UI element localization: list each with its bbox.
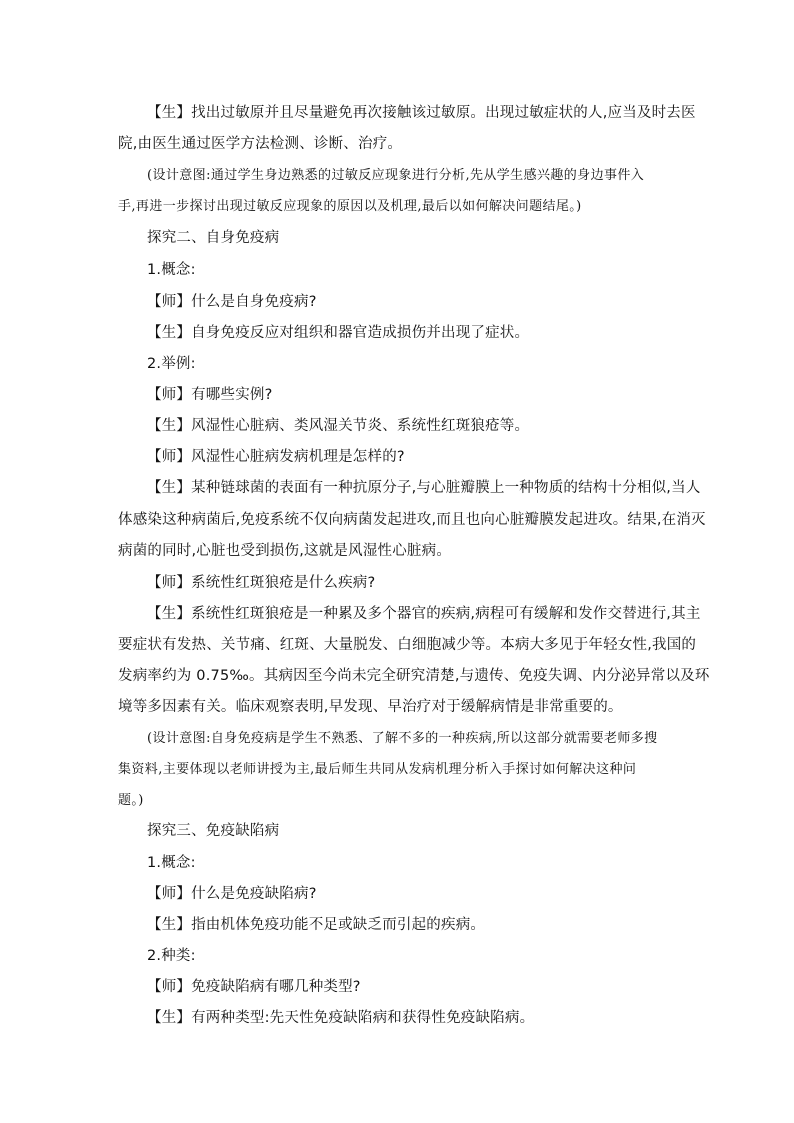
section-heading: 探究二、自身免疫病 bbox=[147, 230, 280, 246]
subheading: 2.举例: bbox=[147, 356, 196, 372]
subheading: 1.概念: bbox=[147, 855, 196, 871]
teacher-line: 【师】风湿性心脏病发病机理是怎样的? bbox=[147, 449, 405, 465]
design-note-line: 手,再进一步探讨出现过敏反应现象的原因以及机理,最后以如何解决问题结尾。) bbox=[118, 199, 582, 214]
section-heading: 探究三、免疫缺陷病 bbox=[147, 823, 280, 839]
teacher-line: 【师】系统性红斑狼疮是什么疾病? bbox=[147, 575, 376, 591]
paragraph-line: 【生】找出过敏原并且尽量避免再次接触该过敏原。出现过敏症状的人,应当及时去医 bbox=[147, 105, 696, 121]
teacher-line: 【师】有哪些实例? bbox=[147, 387, 273, 403]
teacher-line: 【师】什么是自身免疫病? bbox=[147, 294, 317, 310]
teacher-line: 【师】免疫缺陷病有哪几种类型? bbox=[147, 979, 361, 995]
design-note-line: (设计意图:通过学生身边熟悉的过敏反应现象进行分析,先从学生感兴趣的身边事件入 bbox=[147, 168, 645, 183]
student-line: 发病率约为 0.75‰。其病因至今尚未完全研究清楚,与遗传、免疫失调、内分泌异常以及环 bbox=[118, 668, 710, 684]
design-note-line: 集资料,主要体现以老师讲授为主,最后师生共同从发病机理分析入手探讨如何解决这种问 bbox=[118, 762, 637, 777]
design-note-line: (设计意图:自身免疫病是学生不熟悉、了解不多的一种疾病,所以这部分就需要老师多搜 bbox=[147, 731, 658, 746]
student-line: 【生】指由机体免疫功能不足或缺乏而引起的疾病。 bbox=[147, 917, 486, 933]
student-line: 【生】系统性红斑狼疮是一种累及多个器官的疾病,病程可有缓解和发作交替进行,其主 bbox=[147, 606, 701, 622]
student-line: 【生】风湿性心脏病、类风湿关节炎、系统性红斑狼疮等。 bbox=[147, 418, 530, 434]
subheading: 2.种类: bbox=[147, 948, 196, 964]
student-line: 【生】某种链球菌的表面有一种抗原分子,与心脏瓣膜上一种物质的结构十分相似,当人 bbox=[147, 480, 701, 496]
student-line: 病菌的同时,心脏也受到损伤,这就是风湿性心脏病。 bbox=[118, 543, 452, 559]
paragraph-line: 院,由医生通过医学方法检测、诊断、治疗。 bbox=[118, 136, 403, 152]
teacher-line: 【师】什么是免疫缺陷病? bbox=[147, 886, 317, 902]
subheading: 1.概念: bbox=[147, 262, 196, 278]
student-line: 体感染这种病菌后,免疫系统不仅向病菌发起进攻,而且也向心脏瓣膜发起进攻。结果,在消灭 bbox=[118, 512, 706, 528]
design-note-line: 题。) bbox=[118, 793, 144, 808]
student-line: 要症状有发热、关节痛、红斑、大量脱发、白细胞减少等。本病大多见于年轻女性,我国的 bbox=[118, 637, 697, 653]
student-line: 【生】有两种类型:先天性免疫缺陷病和获得性免疫缺陷病。 bbox=[147, 1010, 535, 1026]
student-line: 境等多因素有关。临床观察表明,早发现、早治疗对于缓解病情是非常重要的。 bbox=[118, 699, 623, 715]
student-line: 【生】自身免疫反应对组织和器官造成损伤并出现了症状。 bbox=[147, 325, 530, 341]
